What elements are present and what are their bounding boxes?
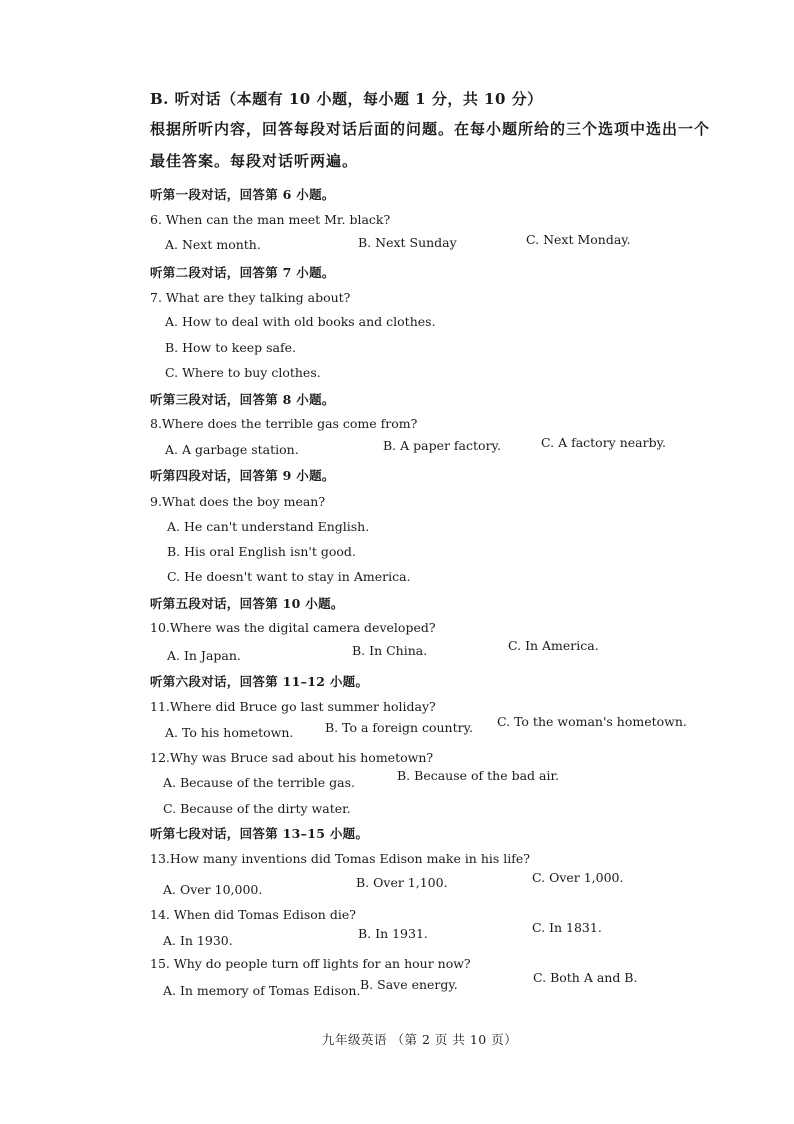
option-b: B. To a foreign country. (325, 720, 473, 735)
option-a: A. A garbage station. (165, 442, 299, 457)
option-b: B. Over 1,100. (356, 875, 448, 890)
option-c: C. To the woman's hometown. (497, 714, 687, 729)
option-c: C. In 1831. (532, 920, 602, 935)
option-b: B. In 1931. (358, 926, 428, 941)
section-heading: 听第六段对话，回答第 11–12 小题。 (150, 674, 369, 689)
option-a: A. In Japan. (167, 648, 241, 663)
option-b: B. How to keep safe. (165, 340, 296, 355)
section-heading: 听第二段对话，回答第 7 小题。 (150, 265, 335, 280)
question-stem: 13.How many inventions did Tomas Edison make in his life? (150, 851, 530, 866)
page-footer: 九年级英语 （第 2 页 共 10 页） (322, 1032, 518, 1047)
option-a: A. In memory of Tomas Edison. (163, 983, 361, 998)
option-a: A. Because of the terrible gas. (163, 775, 355, 790)
option-c: C. A factory nearby. (541, 435, 666, 450)
question-stem: 15. Why do people turn off lights for an hour now? (150, 956, 471, 971)
option-b: B. Save energy. (360, 977, 458, 992)
option-b: B. Next Sunday (358, 235, 457, 250)
question-stem: 8.Where does the terrible gas come from? (150, 416, 418, 431)
option-c: C. In America. (508, 638, 599, 653)
question-stem: 6. When can the man meet Mr. black? (150, 212, 391, 227)
option-c: C. He doesn't want to stay in America. (167, 569, 411, 584)
section-heading: 听第三段对话，回答第 8 小题。 (150, 392, 335, 407)
section-heading: 听第五段对话，回答第 10 小题。 (150, 596, 344, 611)
instruction-line-1: 根据所听内容，回答每段对话后面的问题。在每小题所给的三个选项中选出一个 (150, 120, 711, 138)
option-a: A. How to deal with old books and clothes. (165, 314, 436, 329)
option-b: B. A paper factory. (383, 438, 501, 453)
option-a: A. In 1930. (163, 933, 233, 948)
option-b: B. His oral English isn't good. (167, 544, 356, 559)
question-stem: 7. What are they talking about? (150, 290, 351, 305)
question-stem: 10.Where was the digital camera developed? (150, 620, 436, 635)
option-a: A. He can't understand English. (167, 519, 370, 534)
option-a: A. Next month. (165, 237, 261, 252)
option-c: C. Both A and B. (533, 970, 638, 985)
option-c: C. Next Monday. (526, 232, 631, 247)
instruction-line-2: 最佳答案。每段对话听两遍。 (150, 152, 359, 170)
question-stem: 14. When did Tomas Edison die? (150, 907, 356, 922)
option-c: C. Over 1,000. (532, 870, 624, 885)
part-heading: B. 听对话（本题有 10 小题，每小题 1 分，共 10 分） (150, 90, 543, 108)
option-a: A. Over 10,000. (163, 882, 263, 897)
question-stem: 9.What does the boy mean? (150, 494, 326, 509)
option-b: B. In China. (352, 643, 428, 658)
section-heading: 听第七段对话，回答第 13–15 小题。 (150, 826, 369, 841)
question-stem: 12.Why was Bruce sad about his hometown? (150, 750, 434, 765)
question-stem: 11.Where did Bruce go last summer holiday? (150, 699, 436, 714)
option-c: C. Where to buy clothes. (165, 365, 321, 380)
section-heading: 听第一段对话，回答第 6 小题。 (150, 187, 335, 202)
option-a: A. To his hometown. (165, 725, 294, 740)
option-b: B. Because of the bad air. (397, 768, 560, 783)
section-heading: 听第四段对话，回答第 9 小题。 (150, 468, 335, 483)
option-c: C. Because of the dirty water. (163, 801, 351, 816)
